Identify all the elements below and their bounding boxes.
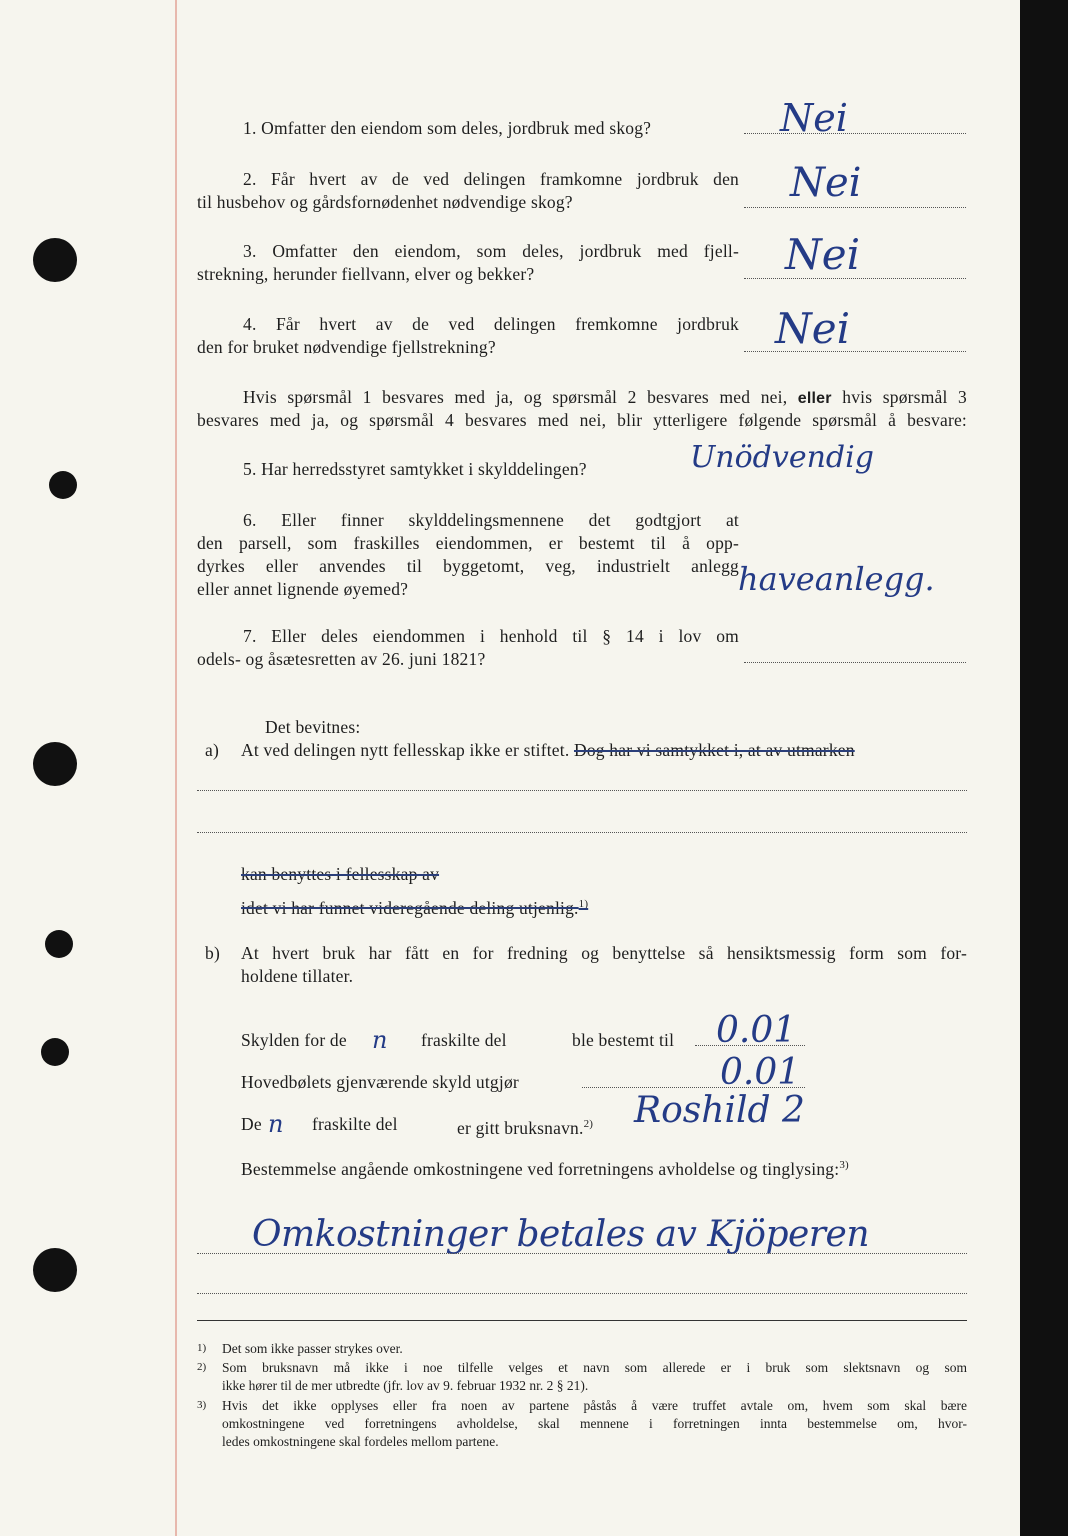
question-4-line-1: 4. Får hvert av de ved delingen fremkomne jordbruk [243, 314, 739, 334]
footnote-rule [197, 1320, 967, 1321]
item-b-line-2: holdene tillater. [241, 966, 354, 986]
hovedbol-value: 0.01 [720, 1052, 801, 1093]
question-7-line-1: 7. Eller deles eiendommen i henhold til § 14 i lov om [243, 626, 739, 646]
footnote-2-line-2: ikke hører til de mer utbredte (jfr. lov av 9. februar 1932 nr. 2 § 21). [222, 1378, 589, 1393]
blank-line [197, 832, 967, 833]
intro-bold: eller [797, 390, 832, 407]
bruksnavn-label-b: fraskilte del [312, 1114, 398, 1134]
answer-2: Nei [790, 160, 862, 206]
intro-text: Hvis spørsmål 1 besvares med ja, og spørsmål 2 besvares med nei, [243, 387, 788, 407]
bruksnavn-label-c [457, 1113, 593, 1140]
footnote-2-line-1: Som bruksnavn må ikke i noe tilfelle velges et navn som allerede er i bruk som slektsnavn og som [222, 1360, 967, 1375]
item-a-struck-text: Dog har vi samtykket i, at av utmarken [573, 740, 855, 760]
skyld-label-b: fraskilte del [421, 1030, 507, 1050]
footnote-3-line-1: Hvis det ikke opplyses eller fra noen av partene påstås å være truffet avtale om, hvem som skal bære [222, 1398, 967, 1413]
item-b-label: b) [205, 943, 220, 963]
item-a-statement: At ved delingen nytt fellesskap ikke er stiftet. [241, 740, 570, 760]
struck-line-2-text: idet vi har funnet videregående deling utjenlig. [241, 897, 579, 918]
skyld-label-c: ble bestemt til [572, 1030, 675, 1050]
footnote-1-mark: 1) [197, 1342, 207, 1354]
question-4-line-2: den for bruket nødvendige fjellstrekning? [197, 337, 496, 357]
omkostning-value: Omkostninger betales av Kjöperen [252, 1214, 870, 1255]
footnote-3-line-3: ledes omkostningene skal fordeles mellom partene. [222, 1434, 499, 1449]
question-3-line-1: 3. Omfatter den eiendom, som deles, jordbruk med fjell- [243, 241, 739, 261]
bruksnavn-handwritten-n: n [268, 1110, 284, 1138]
punch-hole [45, 930, 73, 958]
answer-3: Nei [785, 230, 861, 279]
conditional-intro-line-1 [243, 386, 967, 410]
punch-hole [49, 471, 77, 499]
punch-hole [33, 742, 77, 786]
answer-line [744, 133, 966, 134]
blank-line [197, 1293, 967, 1294]
question-1: 1. Omfatter den eiendom som deles, jordbruk med skog? [243, 118, 652, 138]
item-b-line-1: At hvert bruk har fått en for fredning og benyttelse så hensiktsmessig form som for- [241, 943, 967, 963]
answer-line [744, 207, 966, 208]
footnote-ref: 1) [578, 898, 589, 910]
punch-hole [33, 238, 77, 282]
question-3-line-2: strekning, herunder fiellvann, elver og bekker? [197, 264, 535, 284]
struck-line-1: kan benyttes i fellesskap av [241, 864, 440, 884]
footnote-3-line-2: omkostningene ved forretningens avholdelse, skal mennene i forretningen innta bestemmelse om, hvor- [222, 1416, 967, 1431]
question-5: 5. Har herredsstyret samtykket i skylddelingen? [243, 459, 587, 479]
blank-line [197, 790, 967, 791]
footnote-1: Det som ikke passer strykes over. [222, 1341, 403, 1356]
bruksnavn-value: Roshild 2 [634, 1090, 805, 1131]
answer-5: Unödvendig [690, 440, 874, 475]
question-7-line-2: odels- og åsætesretten av 26. juni 1821? [197, 649, 486, 669]
answer-line [744, 662, 966, 663]
omkostning-label-text: Bestemmelse angående omkostningene ved forretningens avholdelse og tinglysing: [241, 1158, 840, 1179]
punch-hole [41, 1038, 69, 1066]
question-6-line-1: 6. Eller finner skylddelingsmennene det godtgjort at [243, 510, 739, 530]
footnote-3-mark: 3) [197, 1399, 207, 1411]
item-a-label: a) [205, 740, 219, 760]
conditional-intro-line-2: besvares med ja, og spørsmål 4 besvares med nei, blir ytterligere følgende spørsmål å besvare: [197, 410, 967, 430]
question-6-line-4: eller annet lignende øyemed? [197, 579, 409, 599]
footnote-2-mark: 2) [197, 1361, 207, 1373]
footnote-ref: 3) [839, 1159, 849, 1171]
struck-line-2 [241, 893, 588, 920]
punch-hole [33, 1248, 77, 1292]
answer-1: Nei [780, 96, 848, 140]
skyld-label-a: Skylden for de [241, 1030, 347, 1050]
question-6-line-3: dyrkes eller anvendes til byggetomt, veg, industrielt anlegg [197, 556, 739, 576]
answer-4: Nei [775, 304, 851, 353]
certification-heading: Det bevitnes: [265, 717, 361, 737]
intro-text: hvis spørsmål 3 [842, 387, 967, 407]
skyld-handwritten-n: n [372, 1026, 388, 1054]
bruksnavn-label-a: De [241, 1114, 262, 1134]
skyld-value: 0.01 [716, 1010, 797, 1051]
question-2-line-2: til husbehov og gårdsfornødenhet nødvendige skog? [197, 192, 573, 212]
blank-line [197, 1253, 967, 1254]
bruksnavn-label-text: er gitt bruksnavn. [457, 1117, 584, 1138]
question-2-line-1: 2. Får hvert av de ved delingen framkomne jordbruk den [243, 169, 739, 189]
omkostning-label [241, 1154, 849, 1181]
hovedbol-label: Hovedbølets gjenværende skyld utgjør [241, 1072, 519, 1092]
question-6-line-2: den parsell, som fraskilles eiendommen, er bestemt til å opp- [197, 533, 739, 553]
answer-6: haveanlegg. [738, 560, 935, 598]
footnote-ref: 2) [583, 1118, 594, 1130]
margin-rule [175, 0, 177, 1536]
item-a-text [241, 739, 855, 762]
